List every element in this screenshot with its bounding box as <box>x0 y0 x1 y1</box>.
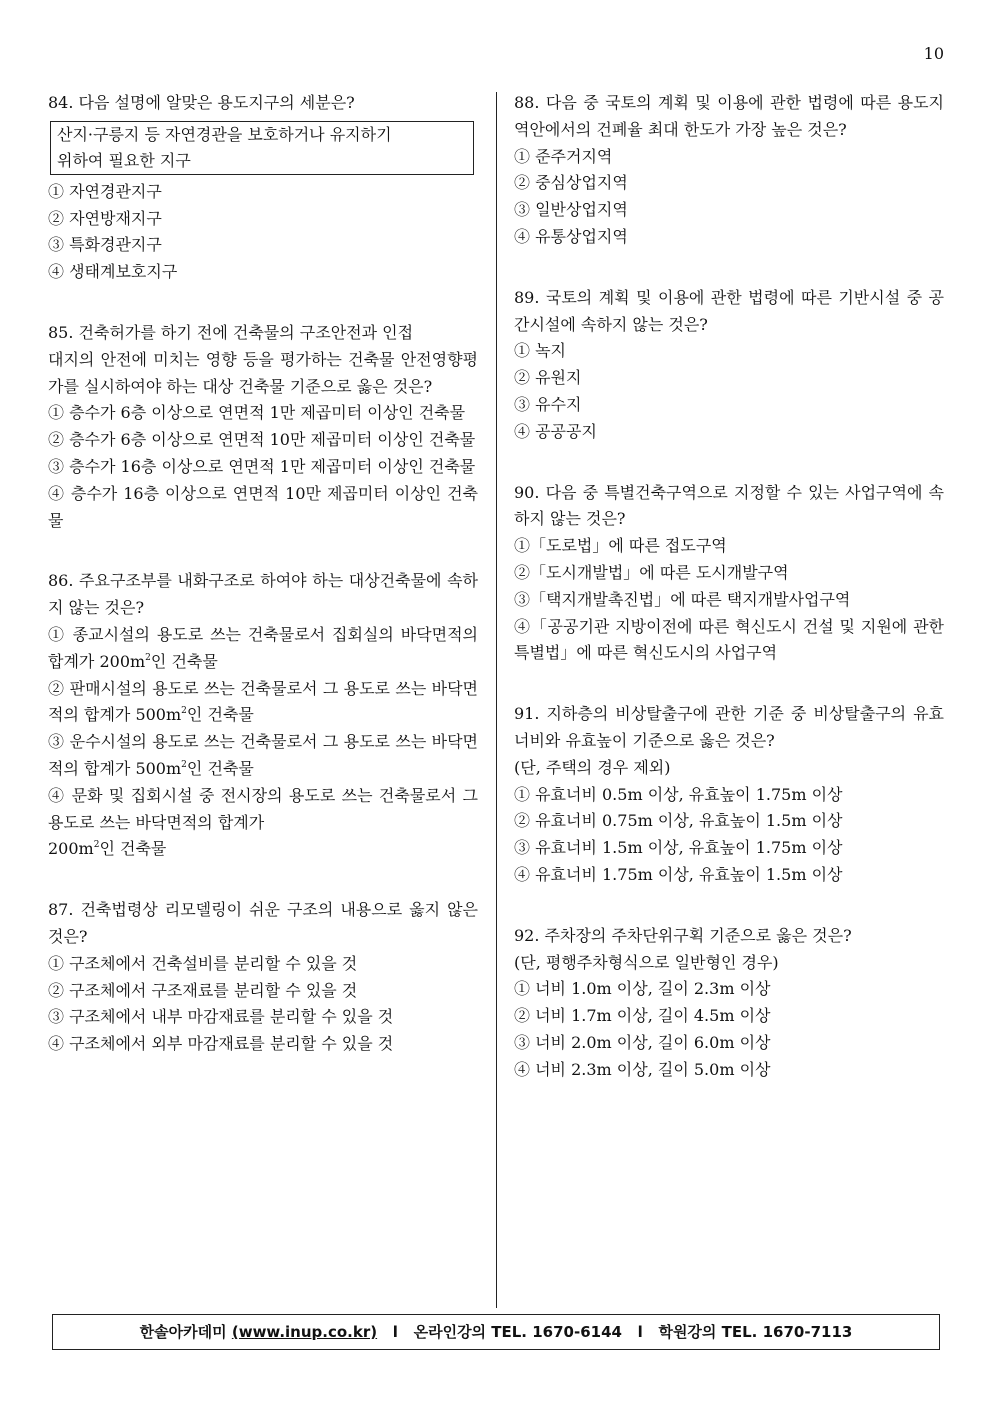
answer-option: ④ 생태계보호지구 <box>48 262 178 282</box>
question-stem: 91. 지하층의 비상탈출구에 관한 기준 중 비상탈출구의 유효너비와 유효높이 기준으로 옳은 것은? <box>514 704 944 750</box>
answer-option: ② 층수가 6층 이상으로 연면적 10만 제곱미터 이상인 건축물 <box>48 430 476 450</box>
right-column <box>514 90 944 1084</box>
question-87 <box>48 897 478 1058</box>
answer-option: ① 녹지 <box>514 341 566 361</box>
column-divider <box>496 92 497 1308</box>
question-89 <box>514 285 944 446</box>
question-note: (단, 주택의 경우 제외) <box>514 757 671 777</box>
answer-option: ① 유효너비 0.5m 이상, 유효높이 1.75m 이상 <box>514 784 843 804</box>
question-stem: 84. 다음 설명에 알맞은 용도지구의 세분은? <box>48 93 355 112</box>
question-stem: 89. 국토의 계획 및 이용에 관한 법령에 따른 기반시설 중 공간시설에 속하지 않는 것은? <box>514 287 944 334</box>
box-line: 산지·구릉지 등 자연경관을 보호하거나 유지하기 <box>57 124 392 144</box>
answer-option: ②「도시개발법」에 따른 도시개발구역 <box>514 562 789 582</box>
question-stem: 90. 다음 중 특별건축구역으로 지정할 수 있는 사업구역에 속하지 않는 것은? <box>514 482 944 529</box>
answer-option: ② 구조체에서 구조재료를 분리할 수 있을 것 <box>48 980 358 1000</box>
question-88 <box>514 90 944 251</box>
academy-website-link[interactable]: (www.inup.co.kr) <box>231 1323 378 1341</box>
answer-option: ① 구조체에서 건축설비를 분리할 수 있을 것 <box>48 953 358 973</box>
question-stem: 85. 건축허가를 하기 전에 건축물의 구조안전과 인접 <box>48 322 414 342</box>
box-line: 위하여 필요한 지구 <box>57 150 191 170</box>
answer-option: ② 너비 1.7m 이상, 길이 4.5m 이상 <box>514 1006 771 1026</box>
question-stem: 87. 건축법령상 리모델링이 쉬운 구조의 내용으로 옳지 않은 것은? <box>48 900 478 946</box>
answer-option: ③ 유효너비 1.5m 이상, 유효높이 1.75m 이상 <box>514 838 843 858</box>
question-note: (단, 평행주차형식으로 일반형인 경우) <box>514 952 779 972</box>
answer-option: ② 유원지 <box>514 368 582 388</box>
answer-option: ④ 구조체에서 외부 마감재료를 분리할 수 있을 것 <box>48 1034 394 1054</box>
academy-name: 한솔아카데미 <box>139 1323 227 1341</box>
question-stem: 88. 다음 중 국토의 계획 및 이용에 관한 법령에 따른 용도지역안에서의 건폐율 최대 한도가 가장 높은 것은? <box>514 93 944 139</box>
online-lecture-phone: 온라인강의 TEL. 1670-6144 <box>413 1323 622 1341</box>
answer-option: ④「공공기관 지방이전에 따른 혁신도시 건설 및 지원에 관한 특별법」에 따른 혁신도시의 사업구역 <box>514 616 944 663</box>
answer-option: ① 너비 1.0m 이상, 길이 2.3m 이상 <box>514 979 771 999</box>
answer-option: ② 판매시설의 용도로 쓰는 건축물로서 그 용도로 쓰는 바닥면적의 합계가 $500m^2$인 건축물 <box>48 678 478 725</box>
question-stem: 92. 주차장의 주차단위구획 기준으로 옳은 것은? <box>514 925 852 945</box>
question-86 <box>48 568 478 863</box>
answer-option: ① 자연경관지구 <box>48 181 162 201</box>
footer-separator: l <box>637 1323 643 1341</box>
answer-option: ④ 문화 및 집회시설 중 전시장의 용도로 쓰는 건축물로서 그 용도로 쓰는 바닥면적의 합계가 $200m^2$인 건축물 <box>48 785 478 859</box>
question-stem: 86. 주요구조부를 내화구조로 하여야 하는 대상건축물에 속하지 않는 것은? <box>48 571 478 618</box>
description-box <box>50 121 474 175</box>
answer-option: ①「도로법」에 따른 접도구역 <box>514 536 727 556</box>
answer-option: ① 종교시설의 용도로 쓰는 건축물로서 집회실의 바닥면적의 합계가 $200m^2$인 건축물 <box>48 624 478 671</box>
question-85 <box>48 320 478 534</box>
answer-option: ③ 운수시설의 용도로 쓰는 건축물로서 그 용도로 쓰는 바닥면적의 합계가 $500m^2$인 건축물 <box>48 732 478 778</box>
question-91 <box>514 701 944 889</box>
question-92 <box>514 923 944 1084</box>
footer-banner <box>52 1314 940 1350</box>
answer-option: ④ 유통상업지역 <box>514 226 628 246</box>
answer-option: ④ 유효너비 1.75m 이상, 유효높이 1.5m 이상 <box>514 864 843 884</box>
page-number: 10 <box>923 44 944 63</box>
answer-option: ① 준주거지역 <box>514 146 613 166</box>
footer-separator: l <box>392 1323 398 1341</box>
question-84 <box>48 90 478 286</box>
question-90 <box>514 480 944 668</box>
answer-option: ③「택지개발촉진법」에 따른 택지개발사업구역 <box>514 589 851 609</box>
left-column <box>48 90 478 1058</box>
answer-option: ③ 층수가 16층 이상으로 연면적 1만 제곱미터 이상인 건축물 <box>48 456 476 476</box>
answer-option: ② 자연방재지구 <box>48 208 162 228</box>
answer-option: ④ 너비 2.3m 이상, 길이 5.0m 이상 <box>514 1059 771 1079</box>
question-stem: 대지의 안전에 미치는 영향 등을 평가하는 건축물 안전영향평가를 실시하여야 하는 대상 건축물 기준으로 옳은 것은? <box>48 349 478 396</box>
answer-option: ③ 구조체에서 내부 마감재료를 분리할 수 있을 것 <box>48 1007 394 1027</box>
answer-option: ② 중심상업지역 <box>514 173 628 193</box>
answer-option: ③ 유수지 <box>514 394 582 414</box>
answer-option: ④ 공공공지 <box>514 421 597 441</box>
answer-option: ② 유효너비 0.75m 이상, 유효높이 1.5m 이상 <box>514 811 843 831</box>
answer-option: ③ 일반상업지역 <box>514 200 628 220</box>
academy-lecture-phone: 학원강의 TEL. 1670-7113 <box>658 1323 853 1341</box>
answer-option: ④ 층수가 16층 이상으로 연면적 10만 제곱미터 이상인 건축물 <box>48 483 478 530</box>
answer-option: ③ 너비 2.0m 이상, 길이 6.0m 이상 <box>514 1032 771 1052</box>
answer-option: ① 층수가 6층 이상으로 연면적 1만 제곱미터 이상인 건축물 <box>48 403 466 423</box>
answer-option: ③ 특화경관지구 <box>48 235 162 255</box>
